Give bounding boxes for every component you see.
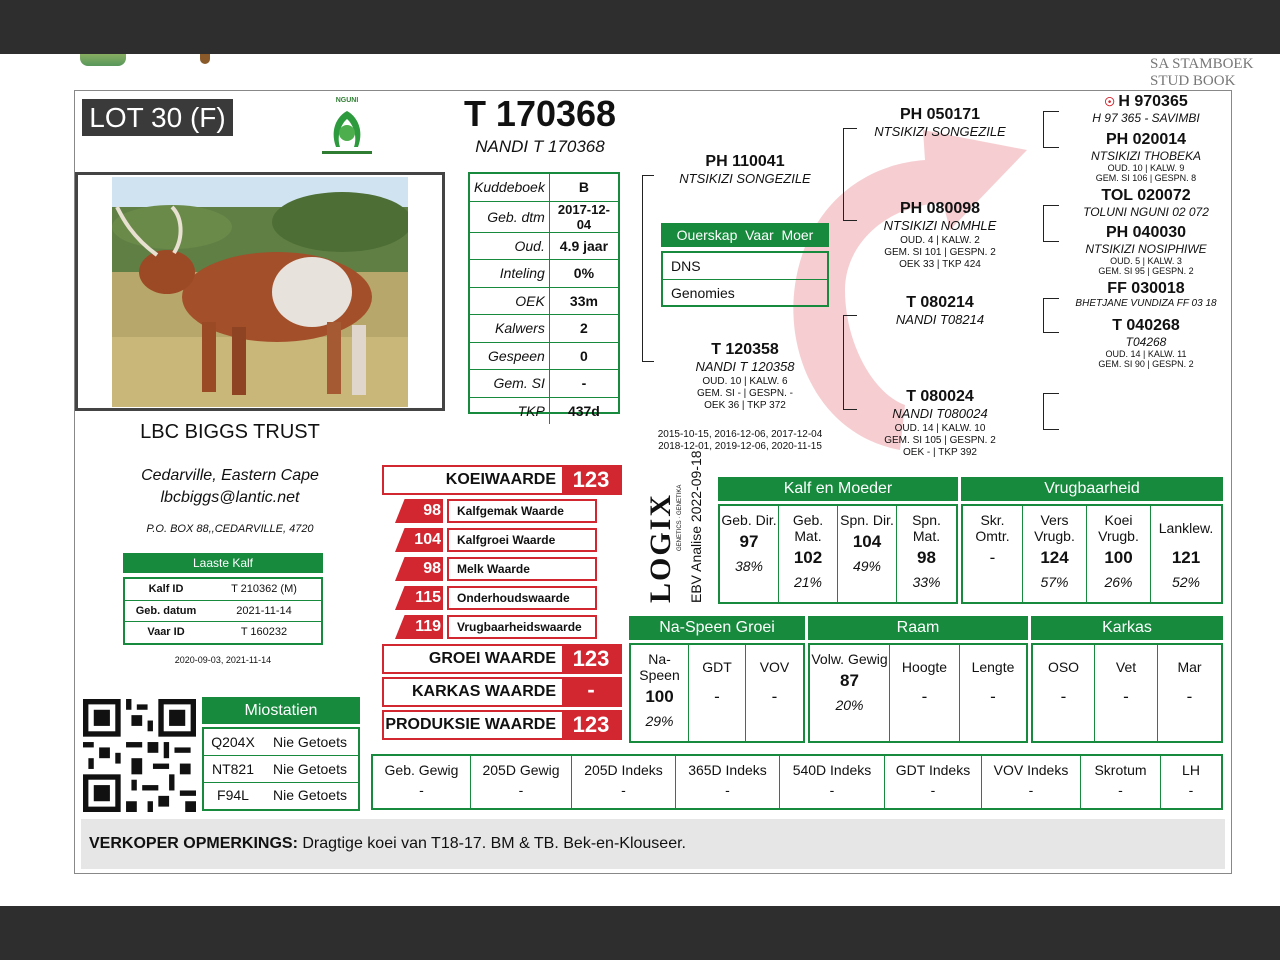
myostatin-table xyxy=(202,727,360,811)
ebv-value: - xyxy=(1186,687,1193,706)
pedigree-line xyxy=(843,409,857,410)
pedigree-stats: OUD. 5 | KALW. 3 xyxy=(1110,256,1182,266)
detail-label: TKP xyxy=(470,397,549,424)
ebv-value: 100 xyxy=(1104,548,1133,567)
pedigree-dam-dam xyxy=(865,388,1015,459)
ebv-head: Lengte xyxy=(971,659,1015,675)
last-calf-title: Laaste Kalf xyxy=(123,553,323,573)
ebv-accuracy: 57% xyxy=(1040,574,1069,590)
detail-value: 2017-12-04 xyxy=(557,201,610,232)
index-value: - xyxy=(829,782,835,798)
ebv-accuracy: 33% xyxy=(912,574,941,590)
pedigree-name: T04268 xyxy=(1125,335,1167,349)
index-col xyxy=(1081,756,1161,808)
groei-waarde-value: 123 xyxy=(562,646,620,672)
ebv-value: - xyxy=(921,687,928,706)
detail-row xyxy=(470,174,618,201)
lot-sheet xyxy=(0,54,1280,906)
detail-value: - xyxy=(581,375,587,392)
seller-remarks-text: Dragtige koei van T18-17. BM & TB. Bek-en-Klouseer. xyxy=(302,835,686,852)
sub-value-number: 98 xyxy=(423,560,441,577)
index-head: 205D Gewig xyxy=(482,762,560,778)
pedigree-name: NTSIKIZI NOMHLE xyxy=(883,218,997,233)
index-col xyxy=(885,756,982,808)
sub-value-label: Onderhoudswaarde xyxy=(447,586,597,610)
pedigree-gg-1 xyxy=(1071,93,1221,125)
ebv-value: - xyxy=(771,687,778,706)
pedigree-line xyxy=(1043,205,1044,241)
myostatin-row xyxy=(204,729,358,755)
ebv-col xyxy=(1033,645,1095,741)
pedigree-id: PH 110041 xyxy=(705,153,785,170)
ebv-head: Vet xyxy=(1115,659,1137,675)
ebv-col xyxy=(1151,506,1221,602)
ebv-head: Koei Vrugb. xyxy=(1098,512,1139,544)
pedigree-line xyxy=(1043,298,1059,299)
ebv-head: Geb. Dir. xyxy=(721,512,777,528)
logix-logo-text: LOGIX xyxy=(644,492,677,603)
detail-label: Oud. xyxy=(470,232,549,260)
produksie-waarde-box xyxy=(382,710,622,740)
ebv-col xyxy=(1023,506,1087,602)
pedigree-gg-6 xyxy=(1071,317,1221,369)
pedigree-id: PH 020014 xyxy=(1105,131,1187,148)
groei-waarde-label: GROEI WAARDE xyxy=(428,650,556,667)
viewer-bottom-bar xyxy=(0,906,1280,960)
pedigree-line xyxy=(1043,111,1044,147)
myostatin-row xyxy=(204,755,358,782)
parentage-row: Genomies xyxy=(671,285,735,301)
pedigree-id: ☉ H 970365 xyxy=(1104,93,1188,110)
ebv-value: 100 xyxy=(645,687,674,706)
index-value: - xyxy=(1028,782,1034,798)
detail-row xyxy=(470,370,618,398)
ebv-value: - xyxy=(714,687,720,706)
pedigree-line xyxy=(642,361,654,362)
index-value: - xyxy=(419,782,424,798)
pedigree-line xyxy=(1043,332,1059,333)
sub-value-row xyxy=(395,499,597,523)
last-calf-value: T 160232 xyxy=(240,625,288,638)
pedigree-name: NANDI T 120358 xyxy=(695,359,795,374)
myostatin-code: Q204X xyxy=(211,733,255,750)
seller-remarks-label: VERKOPER OPMERKINGS: xyxy=(89,835,298,852)
index-head: GDT Indeks xyxy=(895,762,971,778)
index-value: - xyxy=(1188,782,1194,798)
index-col xyxy=(471,756,572,808)
index-head: Geb. Gewig xyxy=(384,762,459,778)
sub-value-label: Kalfgemak Waarde xyxy=(447,499,597,523)
pedigree-stats: GEM. SI 101 | GESPN. 2 xyxy=(884,247,996,258)
naspeen-table xyxy=(629,643,805,743)
pedigree-line xyxy=(843,315,844,409)
index-col xyxy=(572,756,676,808)
ebv-value: 102 xyxy=(793,548,823,567)
index-head: Skrotum xyxy=(1094,762,1147,778)
detail-row xyxy=(470,397,618,424)
ebv-head: Spn. Mat. xyxy=(912,512,941,544)
index-value: - xyxy=(725,782,730,798)
detail-label: Kalwers xyxy=(470,315,549,343)
indices-table xyxy=(371,754,1223,810)
index-col xyxy=(982,756,1081,808)
ebv-head: Vers Vrugb. xyxy=(1034,512,1075,544)
pedigree-stats: GEM. SI 95 | GESPN. 2 xyxy=(1098,266,1194,276)
animal-name: NANDI T 170368 xyxy=(475,137,605,156)
detail-value: 0 xyxy=(580,347,588,364)
pedigree-line xyxy=(1043,429,1059,430)
pedigree-name: NTSIKIZI THOBEKA xyxy=(1090,149,1201,163)
ebv-value: - xyxy=(1123,687,1129,706)
ebv-col xyxy=(1158,645,1221,741)
ebv-accuracy: 38% xyxy=(734,558,764,574)
qr-code[interactable] xyxy=(83,699,196,812)
ebv-col xyxy=(631,645,689,741)
detail-value: 4.9 jaar xyxy=(559,237,609,254)
groei-waarde-box xyxy=(382,644,622,674)
sub-value-label: Vrugbaarheidswaarde xyxy=(447,615,597,639)
last-calf-row xyxy=(125,579,321,600)
ebv-col xyxy=(963,506,1023,602)
logix-logo xyxy=(646,471,676,603)
detail-label: Gespeen xyxy=(470,342,549,370)
produksie-waarde-value: 123 xyxy=(562,712,620,738)
ebv-head: Lanklew. xyxy=(1158,520,1214,536)
pedigree-stats: OUD. 10 | KALW. 9 xyxy=(1107,163,1185,173)
detail-row xyxy=(470,232,618,260)
details-table xyxy=(468,172,620,419)
sub-value-label: Kalfgroei Waarde xyxy=(447,528,597,552)
ebv-value: - xyxy=(990,687,996,706)
index-value: - xyxy=(1118,782,1123,798)
index-head: 365D Indeks xyxy=(688,762,767,778)
myostatin-code: F94L xyxy=(217,787,249,804)
pedigree-line xyxy=(1043,205,1059,206)
pedigree-stats: GEM. SI - | GESPN. - xyxy=(697,388,793,399)
animal-photo-frame xyxy=(75,172,445,411)
sub-value-number: 104 xyxy=(414,531,441,548)
pedigree-name: H 97 365 - SAVIMBI xyxy=(1092,111,1200,125)
detail-label: Geb. dtm xyxy=(470,201,549,232)
logix-tag: GENETICS · GENETIKA xyxy=(677,484,683,551)
pedigree-name: NANDI T08214 xyxy=(895,312,985,327)
pedigree-name: BHETJANE VUNDIZA FF 03 18 xyxy=(1075,298,1217,309)
pedigree-gg-5 xyxy=(1071,280,1221,309)
index-value: - xyxy=(621,782,626,798)
index-head: 540D Indeks xyxy=(792,762,872,778)
pedigree-line xyxy=(642,175,643,361)
pedigree-stats: OUD. 10 | KALW. 6 xyxy=(702,376,788,387)
ebv-accuracy: 21% xyxy=(793,574,823,590)
ebv-head: GDT xyxy=(702,659,732,675)
ebv-value: 121 xyxy=(1171,548,1201,567)
pedigree-gg-3 xyxy=(1071,187,1221,219)
myostatin-value: Nie Getoets xyxy=(273,760,347,777)
sub-value-number: 119 xyxy=(415,618,441,635)
detail-row xyxy=(470,287,618,315)
myostatin-value: Nie Getoets xyxy=(273,733,347,750)
sub-value-row xyxy=(395,615,597,639)
ebv-head: OSO xyxy=(1047,659,1080,675)
ebv-col xyxy=(897,506,956,602)
pedigree-id: FF 030018 xyxy=(1107,280,1185,297)
raam-table xyxy=(808,643,1028,743)
ebv-value: 97 xyxy=(739,532,759,551)
sub-value-number: 98 xyxy=(423,502,441,519)
pedigree-sire-dam xyxy=(865,200,1015,271)
last-calf-row xyxy=(125,600,321,621)
ebv-value: 124 xyxy=(1040,548,1069,567)
ebv-accuracy: 26% xyxy=(1104,574,1133,590)
pedigree-id: T 040268 xyxy=(1112,317,1180,334)
karkas-title: Karkas xyxy=(1031,616,1223,640)
last-calf-row xyxy=(125,621,321,642)
ebv-accuracy: 49% xyxy=(852,558,882,574)
sub-value-label: Melk Waarde xyxy=(447,557,597,581)
pedigree-id: T 080214 xyxy=(906,294,974,311)
index-head: VOV Indeks xyxy=(993,762,1069,778)
parentage-header: Ouerskap Vaar Moer xyxy=(661,223,829,247)
index-col xyxy=(1161,756,1221,808)
lot-badge: LOT 30 (F) xyxy=(82,99,233,136)
ebv-col xyxy=(960,645,1026,741)
detail-value: B xyxy=(578,179,589,196)
pedigree-line xyxy=(843,128,857,129)
sub-value-row xyxy=(395,557,597,581)
produksie-waarde-label: PRODUKSIE WAARDE xyxy=(385,716,556,733)
pedigree-line xyxy=(1043,393,1059,394)
top-logo-small xyxy=(200,54,210,64)
pedigree-line xyxy=(1043,111,1059,112)
pedigree-dam-dates xyxy=(645,429,835,453)
last-calf-label: Geb. datum xyxy=(135,604,197,617)
koeiwaarde-box xyxy=(382,465,622,495)
raam-title: Raam xyxy=(808,616,1028,640)
pedigree-name: NANDI T080024 xyxy=(892,406,988,421)
ebv-head: Na-Speen xyxy=(639,651,680,683)
pedigree-sire-sire xyxy=(865,106,1015,139)
pedigree-stats: OUD. 14 | KALW. 10 xyxy=(894,423,986,434)
ebv-col xyxy=(890,645,960,741)
pedigree-id: PH 050171 xyxy=(899,106,981,123)
karkas-table xyxy=(1031,643,1223,743)
detail-value: 0% xyxy=(573,265,595,282)
koeiwaarde-value: 123 xyxy=(562,467,620,493)
index-col xyxy=(676,756,780,808)
last-calf-value: 2021-11-14 xyxy=(236,604,292,617)
index-value: - xyxy=(930,782,936,798)
pedigree-dam xyxy=(655,341,835,412)
sub-value-row xyxy=(395,586,597,610)
last-calf-value: T 210362 (M) xyxy=(231,583,297,596)
pedigree-gg-2 xyxy=(1071,131,1221,183)
kalf-moeder-title: Kalf en Moeder xyxy=(718,477,958,501)
ebv-head: Skr. Omtr. xyxy=(975,512,1010,544)
detail-value: 2 xyxy=(580,320,588,337)
ebv-head: Volw. Gewig xyxy=(811,651,888,667)
ebv-col xyxy=(810,645,890,741)
nguni-logo-text: NGUNI xyxy=(335,97,359,104)
myostatin-row xyxy=(204,782,358,808)
ebv-analysis-date: EBV Analise 2022-09-18 xyxy=(688,450,704,603)
ebv-head: Hoogte xyxy=(901,659,948,675)
ebv-accuracy: 52% xyxy=(1171,574,1201,590)
pedigree-line xyxy=(1043,147,1059,148)
pedigree-id: PH 080098 xyxy=(899,200,981,217)
kalf-moeder-table xyxy=(718,504,958,604)
nguni-logo-icon xyxy=(318,103,376,161)
pedigree-line xyxy=(1043,298,1044,332)
pedigree-line xyxy=(1043,241,1059,242)
vrugbaarheid-table xyxy=(961,504,1223,604)
parentage-row: DNS xyxy=(663,253,827,280)
pedigree-id: PH 040030 xyxy=(1105,224,1187,241)
last-calf-label: Vaar ID xyxy=(147,625,185,638)
pedigree-line xyxy=(843,220,857,221)
seller-remarks xyxy=(81,819,1225,869)
karkas-waarde-label: KARKAS WAARDE xyxy=(412,683,556,700)
ebv-value: 104 xyxy=(852,532,882,551)
myostatin-value: Nie Getoets xyxy=(273,787,347,804)
animal-id: T 170368 xyxy=(463,93,617,134)
gene-icon: ☉ xyxy=(1104,95,1119,109)
pedigree-stats: OEK - | TKP 392 xyxy=(903,447,977,458)
pedigree-calving-dates: 2015-10-15, 2016-12-06, 2017-12-04 xyxy=(657,429,823,440)
ebv-accuracy: 20% xyxy=(835,697,864,713)
index-head: LH xyxy=(1182,762,1200,778)
pedigree-calving-dates: 2018-12-01, 2019-12-06, 2020-11-15 xyxy=(658,441,822,452)
sub-value-number: 115 xyxy=(415,589,441,606)
owner-name: LBC BIGGS TRUST xyxy=(140,421,320,443)
karkas-waarde-box xyxy=(382,677,622,707)
naspeen-title: Na-Speen Groei xyxy=(629,616,805,640)
detail-value: 437d xyxy=(567,402,600,419)
detail-row xyxy=(470,315,618,343)
ebv-value: 98 xyxy=(917,548,936,567)
qr-code-icon xyxy=(83,699,196,812)
detail-label: Inteling xyxy=(470,260,549,288)
pedigree-stats: OEK 36 | TKP 372 xyxy=(704,400,786,411)
pedigree-name: NTSIKIZI SONGEZILE xyxy=(874,124,1006,139)
ebv-head: Mar xyxy=(1177,659,1202,675)
ebv-col xyxy=(689,645,746,741)
pedigree-gg-4 xyxy=(1071,224,1221,276)
detail-label: Gem. SI xyxy=(470,370,549,398)
ebv-col xyxy=(720,506,779,602)
pedigree-id: T 080024 xyxy=(906,388,974,405)
pedigree-stats: OEK 33 | TKP 424 xyxy=(899,259,981,270)
animal-photo xyxy=(112,177,408,407)
pedigree-dam-sire xyxy=(865,294,1015,327)
detail-value: 33m xyxy=(569,292,598,309)
last-calf-table xyxy=(123,577,323,645)
pedigree-name: NTSIKIZI NOSIPHIWE xyxy=(1085,242,1207,256)
detail-row xyxy=(470,260,618,288)
pedigree-stats: GEM. SI 106 | GESPN. 8 xyxy=(1095,173,1197,183)
karkas-waarde-value: - xyxy=(562,679,620,705)
ebv-col xyxy=(1087,506,1151,602)
nguni-breed-logo xyxy=(318,97,376,161)
detail-row xyxy=(470,201,618,232)
ebv-value: 87 xyxy=(840,671,859,690)
detail-label: Kuddeboek xyxy=(470,174,549,201)
pedigree-stats: OUD. 14 | KALW. 11 xyxy=(1105,349,1187,359)
pedigree-line xyxy=(843,315,857,316)
ebv-col xyxy=(746,645,803,741)
stud-book-logo: SA STAMBOEK STUD BOOK xyxy=(1150,56,1254,89)
ebv-value: - xyxy=(989,548,996,567)
myostatin-code: NT821 xyxy=(211,760,255,777)
pedigree-id: T 120358 xyxy=(711,341,779,358)
detail-row xyxy=(470,342,618,370)
last-calf-label: Kalf ID xyxy=(148,583,184,596)
pedigree-name: NTSIKIZI SONGEZILE xyxy=(679,171,811,186)
sheet-frame xyxy=(74,90,1232,874)
ebv-col xyxy=(779,506,838,602)
top-logo-left xyxy=(80,54,126,66)
vrugbaarheid-title: Vrugbaarheid xyxy=(961,477,1223,501)
koeiwaarde-label: KOEIWAARDE xyxy=(445,471,556,488)
pedigree-line xyxy=(843,128,844,220)
pedigree-stats: GEM. SI 90 | GESPN. 2 xyxy=(1098,359,1194,369)
viewer-top-bar xyxy=(0,0,1280,54)
ebv-head: Spn. Dir. xyxy=(840,512,894,528)
ebv-head: VOV xyxy=(759,659,790,675)
owner-address: P.O. BOX 88,,CEDARVILLE, 4720 xyxy=(146,523,314,535)
ebv-col xyxy=(838,506,897,602)
pedigree-line xyxy=(1043,393,1044,429)
owner-location: Cedarville, Eastern Cape xyxy=(141,467,319,484)
pedigree-stats: GEM. SI 105 | GESPN. 2 xyxy=(884,435,996,446)
pedigree-name: TOLUNI NGUNI 02 072 xyxy=(1083,205,1209,219)
pedigree-line xyxy=(642,175,654,176)
myostatin-title: Miostatien xyxy=(202,697,360,724)
ebv-head: Geb. Mat. xyxy=(792,512,824,544)
ebv-accuracy: 29% xyxy=(645,713,674,729)
index-col xyxy=(373,756,471,808)
pedigree-id: TOL 020072 xyxy=(1101,187,1191,204)
last-calf-dates: 2020-09-03, 2021-11-14 xyxy=(174,655,272,665)
ebv-value: - xyxy=(1060,687,1067,706)
owner-email[interactable]: lbcbiggs@lantic.net xyxy=(160,489,300,506)
parentage-table xyxy=(661,251,829,307)
pedigree-sire xyxy=(670,153,820,186)
pedigree-stats: OUD. 4 | KALW. 2 xyxy=(900,235,980,246)
detail-label: OEK xyxy=(470,287,549,315)
index-head: 205D Indeks xyxy=(584,762,663,778)
ebv-col xyxy=(1095,645,1158,741)
index-col xyxy=(780,756,885,808)
sub-value-row xyxy=(395,528,597,552)
index-value: - xyxy=(518,782,524,798)
